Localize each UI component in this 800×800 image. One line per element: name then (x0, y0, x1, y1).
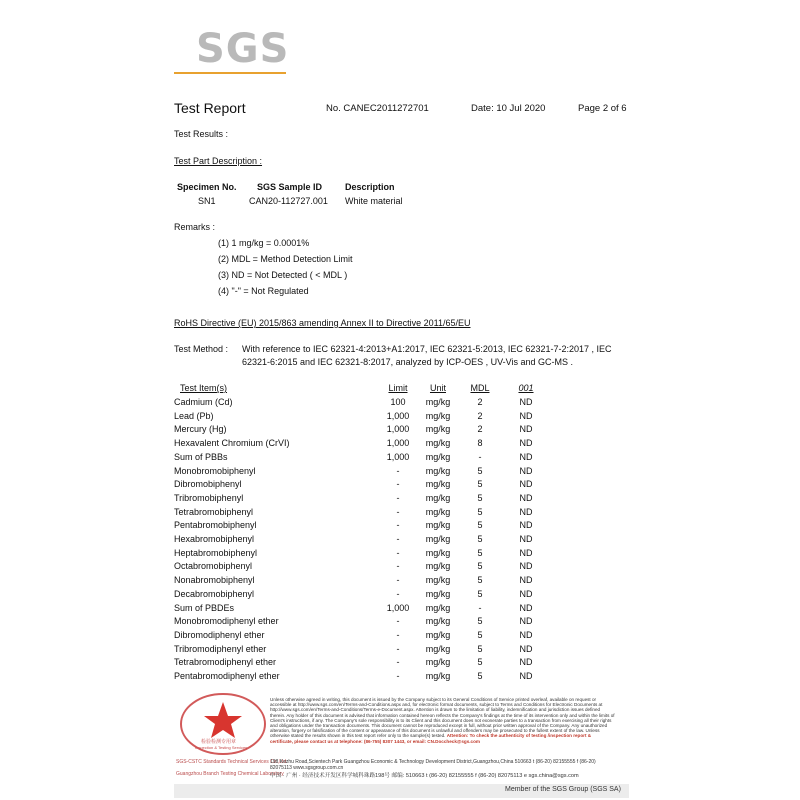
unit-value: mg/kg (425, 506, 451, 517)
page-number: Page 2 of 6 (578, 103, 627, 114)
test-item: Pentabromobiphenyl (174, 520, 257, 531)
test-item: Pentabromodiphenyl ether (174, 671, 280, 681)
result-value: ND (519, 506, 533, 517)
specimen-sample-id: CAN20-112727.001 (249, 196, 328, 206)
test-item: Tetrabromobiphenyl (174, 506, 254, 517)
test-item: Mercury (Hg) (174, 424, 227, 435)
result-value: ND (519, 451, 533, 462)
mdl-value: 5 (477, 534, 483, 544)
attention-text: Attention: To check the authenticity of testing /inspection report & certificate, please contact us at telephone: (86-755) 8307 1443, or email: CN.Doccheck@sgs.com (270, 733, 592, 744)
limit-value: - (396, 506, 400, 517)
mdl-value: 2 (477, 397, 483, 407)
stamp-subtext: Inspection & Testing Services (195, 745, 248, 750)
test-item: Sum of PBDEs (174, 602, 235, 613)
report-number: No. CANEC2011272701 (326, 103, 429, 114)
mdl-value: - (478, 451, 482, 462)
mdl-value: 5 (477, 547, 483, 558)
limit-value: - (396, 575, 400, 586)
footer-disclaimer (270, 697, 615, 744)
limit-value: - (396, 492, 400, 503)
unit-value: mg/kg (425, 602, 451, 613)
result-value: ND (519, 424, 533, 435)
result-value: ND (519, 671, 533, 681)
result-value: ND (519, 492, 533, 503)
limit-value: - (396, 616, 400, 627)
unit-value: mg/kg (425, 629, 451, 640)
official-stamp (175, 688, 271, 760)
test-item: Dibromodiphenyl ether (174, 629, 265, 640)
mdl-value: 5 (477, 561, 483, 572)
unit-value: mg/kg (425, 575, 451, 586)
result-value: ND (519, 465, 533, 476)
test-item: Dibromobiphenyl (174, 479, 242, 490)
unit-value: mg/kg (425, 520, 451, 531)
limit-value: 1,000 (386, 451, 410, 462)
result-value: ND (519, 629, 533, 640)
mdl-value: 5 (477, 671, 483, 681)
company-name: SGS-CSTC Standards Technical Services Co.,Ltd. (176, 759, 288, 765)
mdl-value: 5 (477, 643, 483, 654)
address-chinese: 中国 · 广州 · 经济技术开发区科学城科珠路198号 邮编: 510663 t (86-20) 82155555 f (86-20) 82075113 e sgs.china@sgs.com (270, 773, 579, 779)
result-value: ND (519, 547, 533, 558)
specimen-no: SN1 (198, 196, 216, 206)
remark-item: (1) 1 mg/kg = 0.0001% (218, 238, 310, 248)
limit-value: 100 (390, 397, 406, 407)
remark-item: (4) "-" = Not Regulated (218, 286, 309, 296)
unit-value: mg/kg (425, 534, 451, 544)
limit-value: 1,000 (386, 424, 410, 435)
specimen-description: White material (345, 196, 403, 206)
test-item: Sum of PBBs (174, 451, 228, 462)
remark-item: (3) ND = Not Detected ( < MDL ) (218, 270, 348, 280)
mdl-value: 5 (477, 465, 483, 476)
address-english: 198 Kezhu Road,Scientech Park Guangzhou Economic & Technology Development District,Guangzhou,China 510663 t (86-20) 82155555 f (86-20) 82075113 www.sgsgroup.com.cn (270, 759, 596, 771)
limit-value: - (396, 520, 400, 531)
result-value: ND (519, 397, 533, 407)
unit-value: mg/kg (425, 547, 451, 558)
test-item: Monobromobiphenyl (174, 465, 256, 476)
unit-value: mg/kg (425, 438, 451, 449)
result-value: ND (519, 616, 533, 627)
disclaimer-text: Unless otherwise agreed in writing, this document is issued by the Company subject to its General Conditions of Service printed overleaf, available on request or accessible at http://www.sgs.com/en/Terms-and-Conditions.aspx and, for electronic format documents, subject to Terms and Conditions for Electronic Documents at http://www.sgs.com/en/Terms-and-Conditions/Terms-e-Document.aspx. Attention is drawn to the limitation of liability, indemnification and jurisdiction issues defined therein. Any holder of this document is advised that information contained hereon reflects the Company's findings at the time of its intervention only and within the limits of Client's instructions, if any. The Company's sole responsibility is to its Client and this document does not exonerate parties to a transaction from exercising all their rights and obligations under the transaction documents. This document cannot be reproduced except in full, without prior written approval of the Company. Any unauthorized alteration, forgery or falsification of the content or appearance of this document is unlawful and offenders may be prosecuted to the fullest extent of the law. Unless otherwise stated the results shown in this test report refer only to the sample(s) tested. (270, 697, 615, 739)
unit-value: mg/kg (425, 465, 451, 476)
unit-value: mg/kg (425, 479, 451, 490)
mdl-value: 5 (477, 506, 483, 517)
test-item: Octabromobiphenyl (174, 561, 253, 572)
result-value: ND (519, 410, 533, 421)
mdl-value: 5 (477, 629, 483, 640)
report-title: Test Report (174, 100, 246, 116)
unit-value: mg/kg (425, 588, 451, 599)
mdl-value: - (478, 602, 482, 613)
test-results-label: Test Results : (174, 129, 229, 139)
col-header-sample: 001 (518, 383, 534, 393)
limit-value: - (396, 588, 400, 599)
mdl-value: 5 (477, 588, 483, 599)
mdl-value: 5 (477, 657, 483, 668)
unit-value: mg/kg (425, 492, 451, 503)
result-value: ND (519, 479, 533, 490)
limit-value: - (396, 629, 400, 640)
unit-value: mg/kg (425, 451, 451, 462)
test-item: Hexabromobiphenyl (174, 534, 255, 544)
test-item: Monobromodiphenyl ether (174, 616, 279, 627)
remark-item: (2) MDL = Method Detection Limit (218, 254, 353, 264)
test-item: Nonabromobiphenyl (174, 575, 255, 586)
mdl-value: 2 (477, 424, 483, 435)
report-date: Date: 10 Jul 2020 (471, 103, 546, 114)
result-value: ND (519, 534, 533, 544)
stamp-text: 检验检测专用章 (201, 739, 237, 745)
col-header-limit: Limit (388, 383, 408, 393)
test-method-label: Test Method : (174, 344, 229, 354)
limit-value: - (396, 479, 400, 490)
limit-value: 1,000 (386, 438, 410, 449)
branch-name: Guangzhou Branch Testing Chemical Laboratory (176, 771, 284, 777)
test-method-line2: 62321-6:2015 and IEC 62321-8:2017, analyzed by ICP-OES , UV-Vis and GC-MS . (242, 357, 574, 367)
directive-title: RoHS Directive (EU) 2015/863 amending Annex II to Directive 2011/65/EU (174, 318, 471, 328)
remarks-label: Remarks : (174, 222, 216, 232)
test-item: Cadmium (Cd) (174, 397, 233, 407)
unit-value: mg/kg (425, 616, 451, 627)
unit-value: mg/kg (425, 424, 451, 435)
test-item: Hexavalent Chromium (CrVI) (174, 438, 290, 449)
mdl-value: 5 (477, 492, 483, 503)
test-item: Lead (Pb) (174, 410, 214, 421)
limit-value: - (396, 561, 400, 572)
limit-value: - (396, 465, 400, 476)
result-value: ND (519, 657, 533, 668)
test-item: Tetrabromodiphenyl ether (174, 657, 277, 668)
limit-value: - (396, 657, 400, 668)
result-value: ND (519, 602, 533, 613)
result-value: ND (519, 520, 533, 531)
mdl-value: 5 (477, 616, 483, 627)
mdl-value: 2 (477, 410, 483, 421)
result-value: ND (519, 575, 533, 586)
result-value: ND (519, 588, 533, 599)
limit-value: - (396, 534, 400, 544)
specimen-header-no: Specimen No. (177, 182, 237, 192)
unit-value: mg/kg (425, 410, 451, 421)
part-description-label: Test Part Description : (174, 156, 263, 166)
result-value: ND (519, 438, 533, 449)
sgs-logo (160, 20, 290, 80)
limit-value: - (396, 643, 400, 654)
logo-text: SGS (196, 26, 290, 72)
unit-value: mg/kg (425, 643, 451, 654)
col-header-unit: Unit (429, 383, 446, 393)
result-value: ND (519, 643, 533, 654)
test-item: Tribromodiphenyl ether (174, 643, 267, 654)
limit-value: 1,000 (386, 602, 410, 613)
test-item: Tribromobiphenyl (174, 492, 244, 503)
specimen-header-desc: Description (345, 182, 395, 192)
result-value: ND (519, 561, 533, 572)
mdl-value: 8 (477, 438, 483, 449)
mdl-value: 5 (477, 520, 483, 531)
test-item: Heptabromobiphenyl (174, 547, 258, 558)
col-header-item: Test Item(s) (180, 383, 228, 393)
mdl-value: 5 (477, 479, 483, 490)
unit-value: mg/kg (425, 671, 451, 681)
unit-value: mg/kg (425, 561, 451, 572)
unit-value: mg/kg (425, 657, 451, 668)
specimen-header-id: SGS Sample ID (257, 182, 323, 192)
limit-value: - (396, 547, 400, 558)
test-method-line1: With reference to IEC 62321-4:2013+A1:2017, IEC 62321-5:2013, IEC 62321-7-2:2017 , IEC (242, 344, 612, 354)
mdl-value: 5 (477, 575, 483, 586)
col-header-mdl: MDL (470, 383, 490, 393)
limit-value: - (396, 671, 400, 681)
test-item: Decabromobiphenyl (174, 588, 255, 599)
logo-underline (174, 72, 286, 74)
member-text: Member of the SGS Group (SGS SA) (505, 786, 621, 793)
limit-value: 1,000 (386, 410, 410, 421)
unit-value: mg/kg (425, 397, 451, 407)
